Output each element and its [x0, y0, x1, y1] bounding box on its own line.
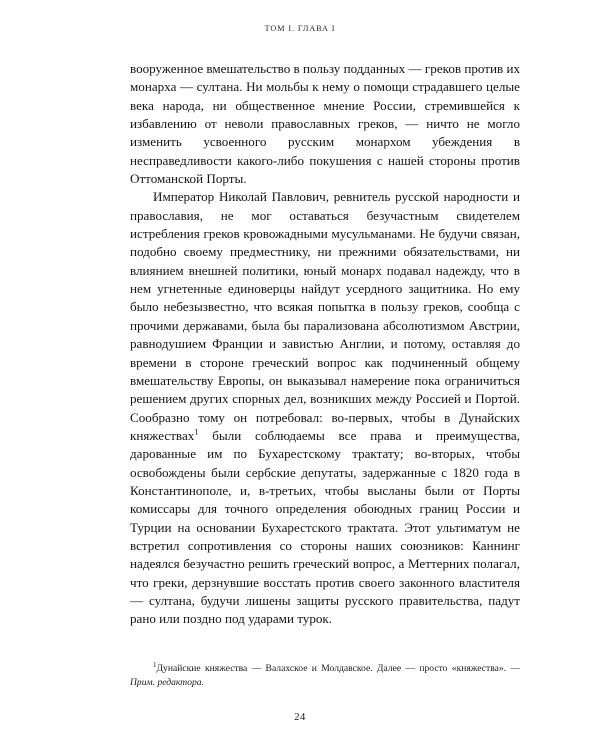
footnote-1 [130, 662, 520, 691]
page-number: 24 [294, 712, 306, 723]
body-text-block [130, 60, 520, 629]
paragraph-2-text-after-footnote: были соблюдаемы все права и преимущества, дарованные им по Бухарестскому трактату; во-вторых, чтобы освобождены были сербские депутаты, задержанные с 1820 года в Константинополе, и, в-третьих, чтобы высланы были от Порты комиссары для точного определения обоюдных границ России и Турции на основании Бухарестского трактата. Этот ультиматум не встретил сопротивления со стороны наших союзников: Каннинг надеялся безучастно решить греческий вопрос, а Меттерних полагал, что греки, дерзнувшие восстать против своего законного властителя — султана, будучи лишены защиты русского правительства, падут рано или поздно под ударами турок. [130, 427, 520, 627]
footnote-reference-marker[interactable]: 1 [194, 427, 199, 437]
paragraph-2-text-before-footnote: Император Николай Павлович, ревнитель русской народности и православия, не мог оставаться безучастным свидетелем истребления греков кровожадными мусульманами. Не будучи связан, подобно своему предместнику, ни прежними обязательствами, ни влиянием внешней политики, юный монарх подавал надежду, что в нем угнетенные единоверцы найдут усердного защитника. Но ему было небезызвестно, что всякая попытка в пользу греков, сообща с прочими державами, была бы парализована абсолютизмом Австрии, равнодушием Франции и завистью Англии, и потому, оставляя до времени в стороне греческий вопрос как подчиненный общему вмешательству Европы, он выказывал намерение пока ограничиться решением других спорных дел, возникших между Россией и Портой. Сообразно тому он потребовал: во-первых, чтобы в Дунайских княжествах [130, 189, 520, 443]
paragraph-2 [130, 188, 520, 628]
footnote-zone [130, 662, 520, 691]
running-head: ТОМ I. ГЛАВА I [264, 24, 336, 33]
footnote-marker: 1 [153, 660, 157, 669]
footnote-text: Дунайские княжества — Валахское и Молдавское. Далее — просто «княжества». — [156, 663, 520, 674]
footnote-attribution: Прим. редактора. [130, 677, 204, 689]
paragraph-1: вооруженное вмешательство в пользу подданных — греков против их монарха — султана. Ни мольбы к нему о помощи страдавшего целые века народа, ни общественное мнение России, стремившейся к избавлению от неволи православных греков, — ничто не могло изменить усвоенного русским монархом убеждения в несправедливости какого-либо покушения с нашей стороны против Оттоманской Порты. [130, 61, 520, 187]
